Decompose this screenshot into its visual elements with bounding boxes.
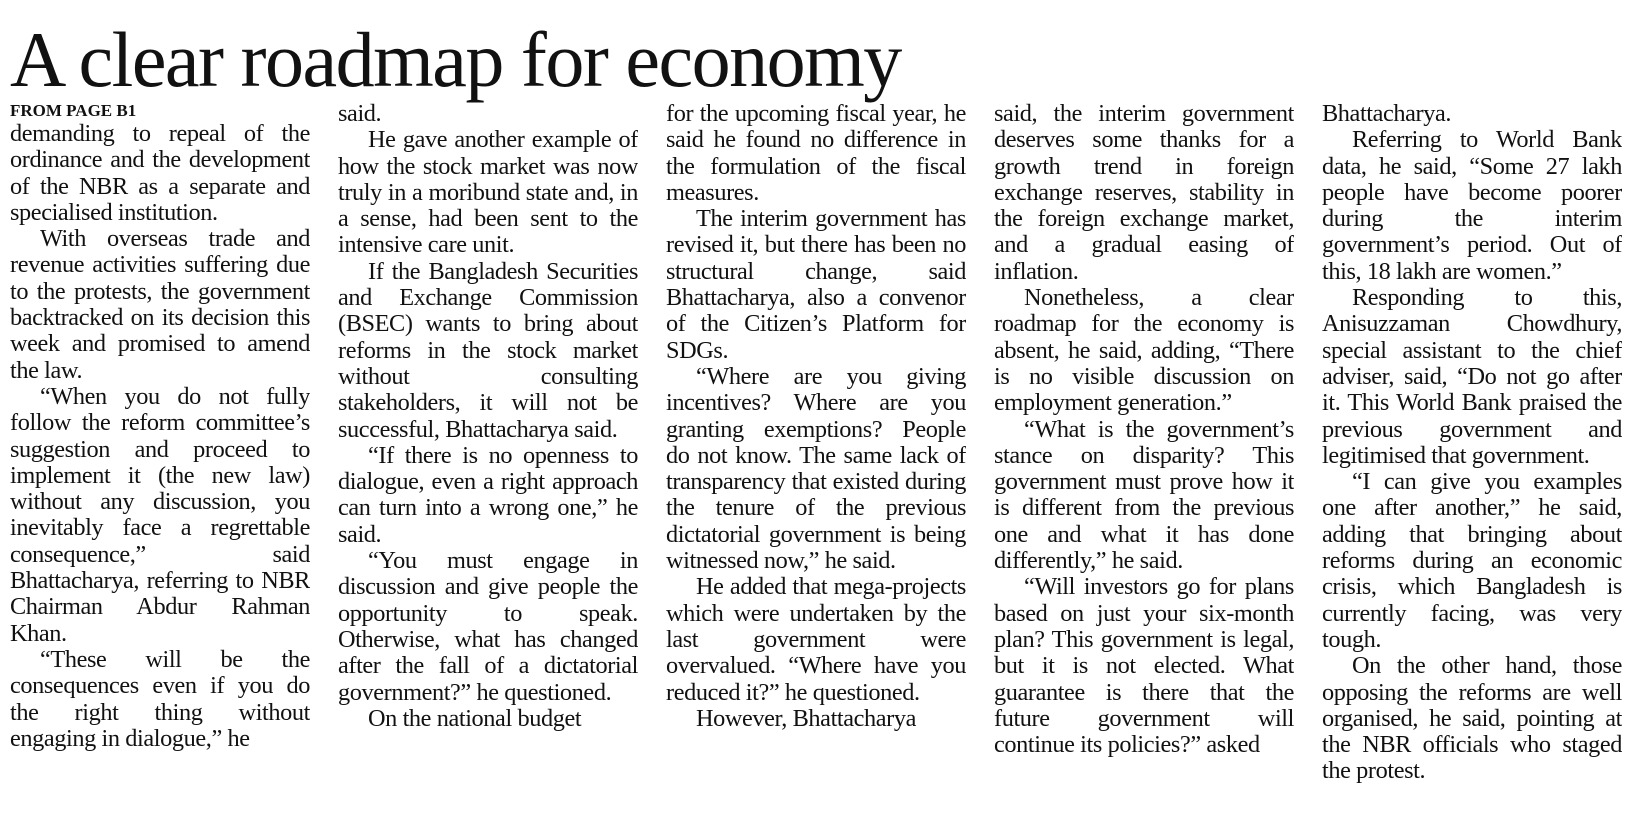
paragraph: for the upcoming fiscal year, he said he found no difference in the formulation of the fiscal measures. <box>666 101 966 206</box>
article-body <box>10 101 1622 826</box>
article-column-2 <box>338 101 638 826</box>
paragraph: Nonetheless, a clear roadmap for the economy is absent, he said, adding, “There is no visible discussion on employment generation.” <box>994 284 1294 417</box>
paragraph: “These will be the consequences even if you do the right thing without engaging in dialogue,” he <box>10 645 310 752</box>
paragraph: He gave another example of how the stock market was now truly in a moribund state and, in a sense, had been sent to the intensive care unit. <box>338 126 638 259</box>
paragraph: “Where are you giving incentives? Where are you granting exemptions? People do not know. The same lack of transparency that existed during the tenure of the previous dictatorial government is being witnessed now,” he said. <box>666 362 966 575</box>
article-column-3 <box>666 101 966 826</box>
paragraph: On the other hand, those opposing the reforms are well organised, he said, pointing at the NBR officials who staged the protest. <box>1322 652 1622 785</box>
continuation-kicker: FROM PAGE B1 <box>10 101 137 120</box>
paragraph: “You must engage in discussion and give people the opportunity to speak. Otherwise, what has changed after the fall of a dictatorial government?” he questioned. <box>338 547 638 706</box>
paragraph: With overseas trade and revenue activities suffering due to the protests, the government backtracked on its decision this week and promised to amend the law. <box>10 225 310 384</box>
paragraph: “I can give you examples one after another,” he said, adding that bringing about reforms during an economic crisis, which Bangladesh is currently facing, was very tough. <box>1322 468 1622 653</box>
paragraph: The interim government has revised it, but there has been no structural change, said Bhattacharya, also a convenor of the Citizen’s Platform for SDGs. <box>666 205 966 364</box>
paragraph: Responding to this, Anisuzzaman Chowdhury, special assistant to the chief adviser, said, “Do not go after it. This World Bank praised the previous government and legitimised that government. <box>1322 284 1622 469</box>
paragraph: If the Bangladesh Securities and Exchange Commission (BSEC) wants to bring about reforms in the stock market without consulting stakeholders, it will not be successful, Bhattacharya said. <box>338 257 638 443</box>
paragraph: “What is the government’s stance on disparity? This government must prove how it is different from the previous one and what it has done differently,” he said. <box>994 415 1294 575</box>
article-column-1 <box>10 101 310 826</box>
paragraph: On the national budget <box>368 704 582 732</box>
article-column-4 <box>994 101 1294 826</box>
paragraph: Referring to World Bank data, he said, “Some 27 lakh people have become poorer during the interim government’s period. Out of this, 18 lakh are women.” <box>1322 126 1622 285</box>
paragraph: He added that mega-projects which were undertaken by the last government were overvalued. “Where have you reduced it?” he questioned. <box>666 573 966 706</box>
paragraph: Bhattacharya. <box>1322 101 1452 127</box>
paragraph: However, Bhattacharya <box>696 704 916 732</box>
paragraph: “When you do not fully follow the reform committee’s suggestion and proceed to implement it (the new law) without any discussion, you inevitably face a regrettable consequence,” said Bhattacharya, referring to NBR Chairman Abdur Rahman Khan. <box>10 382 310 647</box>
paragraph: demanding to repeal of the ordinance and the development of the NBR as a separate and specialised institution. <box>10 120 310 226</box>
headline: A clear roadmap for economy <box>10 16 901 103</box>
paragraph: said, the interim government deserves some thanks for a growth trend in foreign exchange reserves, stability in the foreign exchange market, and a gradual easing of inflation. <box>994 101 1294 285</box>
paragraph: “Will investors go for plans based on just your six-month plan? This government is legal, but it is not elected. What guarantee is there that the future government will continue its policies?” asked <box>994 573 1294 759</box>
paragraph: “If there is no openness to dialogue, even a right approach can turn into a wrong one,” he said. <box>338 441 638 548</box>
article-column-5 <box>1322 101 1622 826</box>
paragraph: said. <box>338 101 382 127</box>
